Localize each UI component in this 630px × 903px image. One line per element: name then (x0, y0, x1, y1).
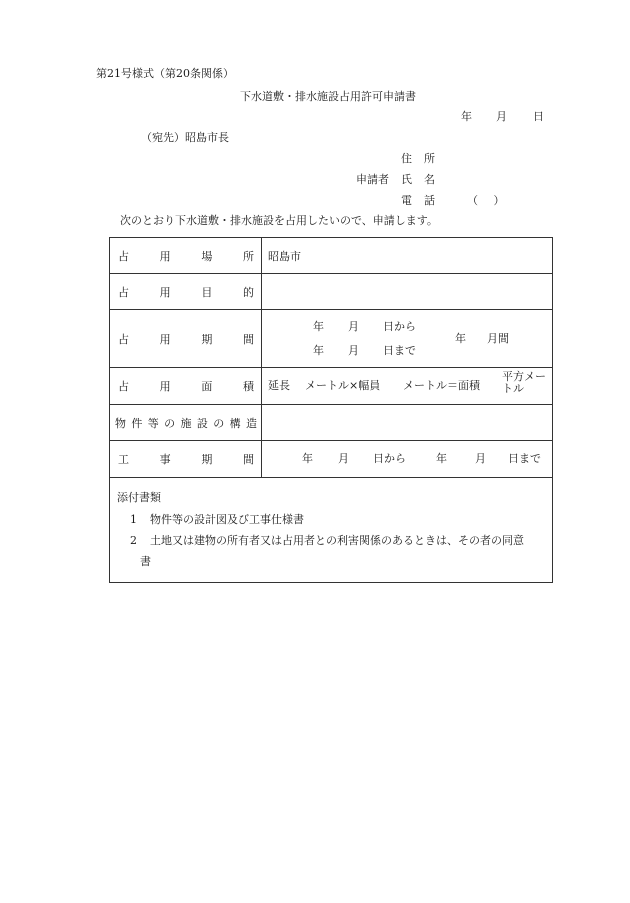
label-char: 期 (201, 332, 213, 346)
label-char: 占 (118, 380, 129, 393)
area-sqm-line2: トル (502, 382, 524, 395)
label-char: 場 (201, 249, 213, 263)
work-row (110, 441, 553, 478)
attachment-text-1: 物件等の設計図及び工事仕様書 (150, 513, 304, 526)
period-to-year: 年 (313, 344, 324, 357)
label-char: 物 (115, 416, 126, 430)
area-value-cell[interactable] (262, 368, 553, 405)
purpose-value-cell[interactable] (262, 274, 553, 310)
work-to-year: 年 (436, 452, 447, 465)
area-width-label: メートル×幅員 (305, 379, 381, 392)
period-to-month: 月 (348, 344, 359, 357)
label-char: 面 (201, 380, 213, 393)
work-to-day: 日まで (508, 452, 541, 465)
label-char: 等 (147, 416, 159, 430)
attachment-num-2: 2 (130, 534, 137, 547)
document-title: 下水道敷・排水施設占用許可申請書 (240, 90, 416, 103)
label-char: 施 (180, 416, 192, 430)
date-month-label: 月 (496, 110, 507, 123)
label-char: 設 (196, 416, 208, 430)
period-from-year: 年 (313, 320, 324, 333)
date-year-label: 年 (461, 110, 472, 123)
label-char: 間 (242, 332, 254, 346)
period-value-cell[interactable] (262, 310, 553, 368)
attachment-text-2: 土地又は建物の所有者又は占用者との利害関係のあるときは、その者の同意 (150, 534, 524, 547)
label-char: 積 (242, 380, 254, 393)
label-char: 工 (118, 453, 129, 466)
area-equals-label: メートル＝面積 (403, 379, 480, 392)
name-label: 氏名 (401, 173, 447, 186)
area-label (110, 368, 262, 405)
work-from-year: 年 (302, 452, 313, 465)
work-from-month: 月 (338, 452, 349, 465)
label-char: 用 (159, 285, 171, 299)
label-char: 占 (118, 285, 129, 299)
label-char: 目 (201, 285, 213, 299)
period-duration-year: 年 (455, 332, 466, 345)
label-char: 的 (242, 285, 254, 299)
form-number: 第21号様式（第20条関係） (96, 67, 234, 80)
label-char: 期 (201, 453, 213, 466)
area-length-label: 延長 (268, 379, 290, 392)
area-sqm-line1: 平方メー (502, 370, 546, 383)
attachment-num-1: 1 (130, 513, 137, 526)
label-char: 占 (118, 249, 129, 263)
applicant-label: 申請者 (356, 173, 389, 186)
purpose-label (110, 274, 262, 310)
period-from-day: 日から (383, 320, 416, 333)
label-char: 所 (242, 249, 254, 263)
label-char: 用 (159, 332, 171, 346)
address-label: 住所 (401, 152, 447, 165)
location-value: 昭島市 (268, 249, 301, 263)
attachments-title: 添付書類 (117, 491, 161, 504)
work-period-value-cell[interactable] (262, 441, 553, 478)
label-char: の (164, 416, 176, 430)
date-day-label: 日 (533, 110, 544, 123)
label-char: 造 (246, 416, 257, 430)
phone-label: 電話 (401, 194, 447, 207)
work-from-day: 日から (373, 452, 406, 465)
structure-row (110, 405, 553, 441)
label-char: 占 (118, 332, 129, 346)
structure-value-cell[interactable] (262, 405, 553, 441)
period-to-day: 日まで (383, 344, 416, 357)
work-to-month: 月 (475, 452, 486, 465)
period-duration-month: 月間 (487, 332, 509, 345)
phone-paren: （ ） (467, 194, 511, 207)
location-value-cell[interactable] (262, 238, 553, 274)
attachments-cell (110, 478, 553, 583)
period-from-month: 月 (348, 320, 359, 333)
attachments-row (110, 478, 553, 583)
attachment-text-2-cont: 書 (140, 555, 151, 568)
label-char: 用 (159, 380, 171, 393)
location-row (110, 238, 553, 274)
structure-label (110, 405, 262, 441)
location-label (110, 238, 262, 274)
label-char: 事 (159, 453, 171, 466)
label-char: 用 (159, 249, 171, 263)
period-label (110, 310, 262, 368)
label-char: の (213, 416, 225, 430)
area-row (110, 368, 553, 405)
label-char: 件 (131, 416, 143, 430)
label-char: 構 (229, 416, 241, 430)
label-char: 間 (242, 453, 254, 466)
application-statement: 次のとおり下水道敷・排水施設を占用したいので、申請します。 (120, 214, 438, 227)
addressee: （宛先）昭島市長 (141, 131, 229, 144)
purpose-row (110, 274, 553, 310)
period-row (110, 310, 553, 368)
application-form-table (109, 237, 553, 583)
work-period-label (110, 441, 262, 478)
